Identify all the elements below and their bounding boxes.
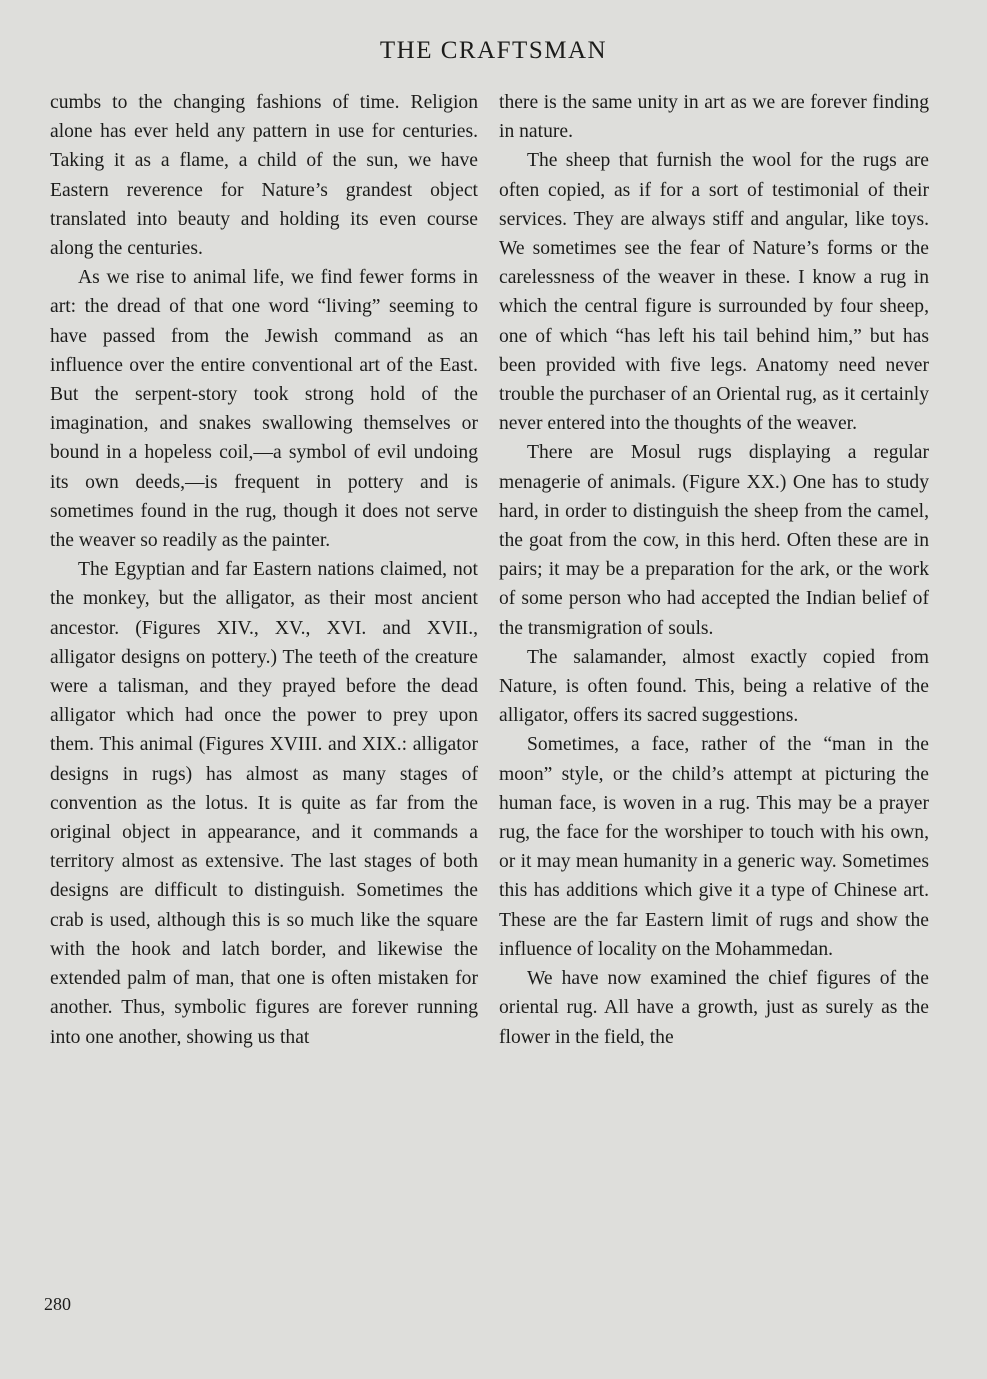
paragraph: There are Mosul rugs displaying a regular menagerie of animals. (Figure XX.) One has to study hard, in order to distinguish the sheep from the camel, the goat from the cow, in this herd. Often these are in pairs; it may be a preparation for the ark, or the work of some person who had accepted the Indian belief of the transmigration of souls.: [499, 442, 929, 639]
paragraph: We have now examined the chief figures of the oriental rug. All have a growth, just as surely as the flower in the field, the: [499, 968, 929, 1048]
paragraph: As we rise to animal life, we find fewer forms in art: the dread of that one word “living” seeming to have passed from the Jewish command as an influence over the entire conventional art of the East. But the serpent-story took strong hold of the imagination, and snakes swallowing themselves or bound in a hopeless coil,—a symbol of evil undoing its own deeds,—is frequent in pottery and is sometimes found in the rug, though it does not serve the weaver so readily as the painter.: [50, 267, 478, 552]
left-column: [50, 88, 478, 1052]
paragraph: there is the same unity in art as we are forever finding in nature.: [499, 92, 929, 143]
paragraph: The salamander, almost exactly copied from Nature, is often found. This, being a relative of the alligator, offers its sacred suggestions.: [499, 646, 929, 727]
paragraph: Sometimes, a face, rather of the “man in the moon” style, or the child’s attempt at picturing the human face, is woven in a rug. This may be a prayer rug, the face for the worshiper to touch with his own, or it may mean humanity in a generic way. Sometimes this has additions which give it a type of Chinese art. These are the far Eastern limit of rugs and show the influence of locality on the Mohammedan.: [499, 734, 929, 960]
running-header: THE CRAFTSMAN: [379, 37, 608, 64]
paragraph: The Egyptian and far Eastern nations claimed, not the monkey, but the alligator, as their most ancient ancestor. (Figures XIV., XV., XVI. and XVII., alligator designs on pottery.) The teeth of the creature were a talisman, and they prayed before the dead alligator which had once the power to prey upon them. This animal (Figures XVIII. and XIX.: alligator designs in rugs) has almost as many stages of convention as the lotus. It is quite as far from the original object in appearance, and it commands a territory almost as extensive. The last stages of both designs are difficult to distinguish. Sometimes the crab is used, although this is so much like the square with the hook and latch border, and likewise the extended palm of man, that one is often mistaken for another. Thus, symbolic figures are forever running into one another, showing us that: [50, 559, 478, 1048]
page-number: 280: [44, 1294, 71, 1314]
paragraph: The sheep that furnish the wool for the rugs are often copied, as if for a sort of testimonial of their services. They are always stiff and angular, like toys. We sometimes see the fear of Nature’s forms or the carelessness of the weaver in these. I know a rug in which the central figure is surrounded by four sheep, one of which “has left his tail behind him,” but has been provided with five legs. Anatomy need never trouble the purchaser of an Oriental rug, as it certainly never entered into the thoughts of the weaver.: [499, 150, 929, 435]
paragraph: cumbs to the changing fashions of time. Religion alone has ever held any pattern in use for centuries. Taking it as a flame, a child of the sun, we have Eastern reverence for Nature’s grandest object translated into beauty and holding its even course along the centuries.: [50, 92, 478, 260]
right-column: [499, 88, 929, 1052]
